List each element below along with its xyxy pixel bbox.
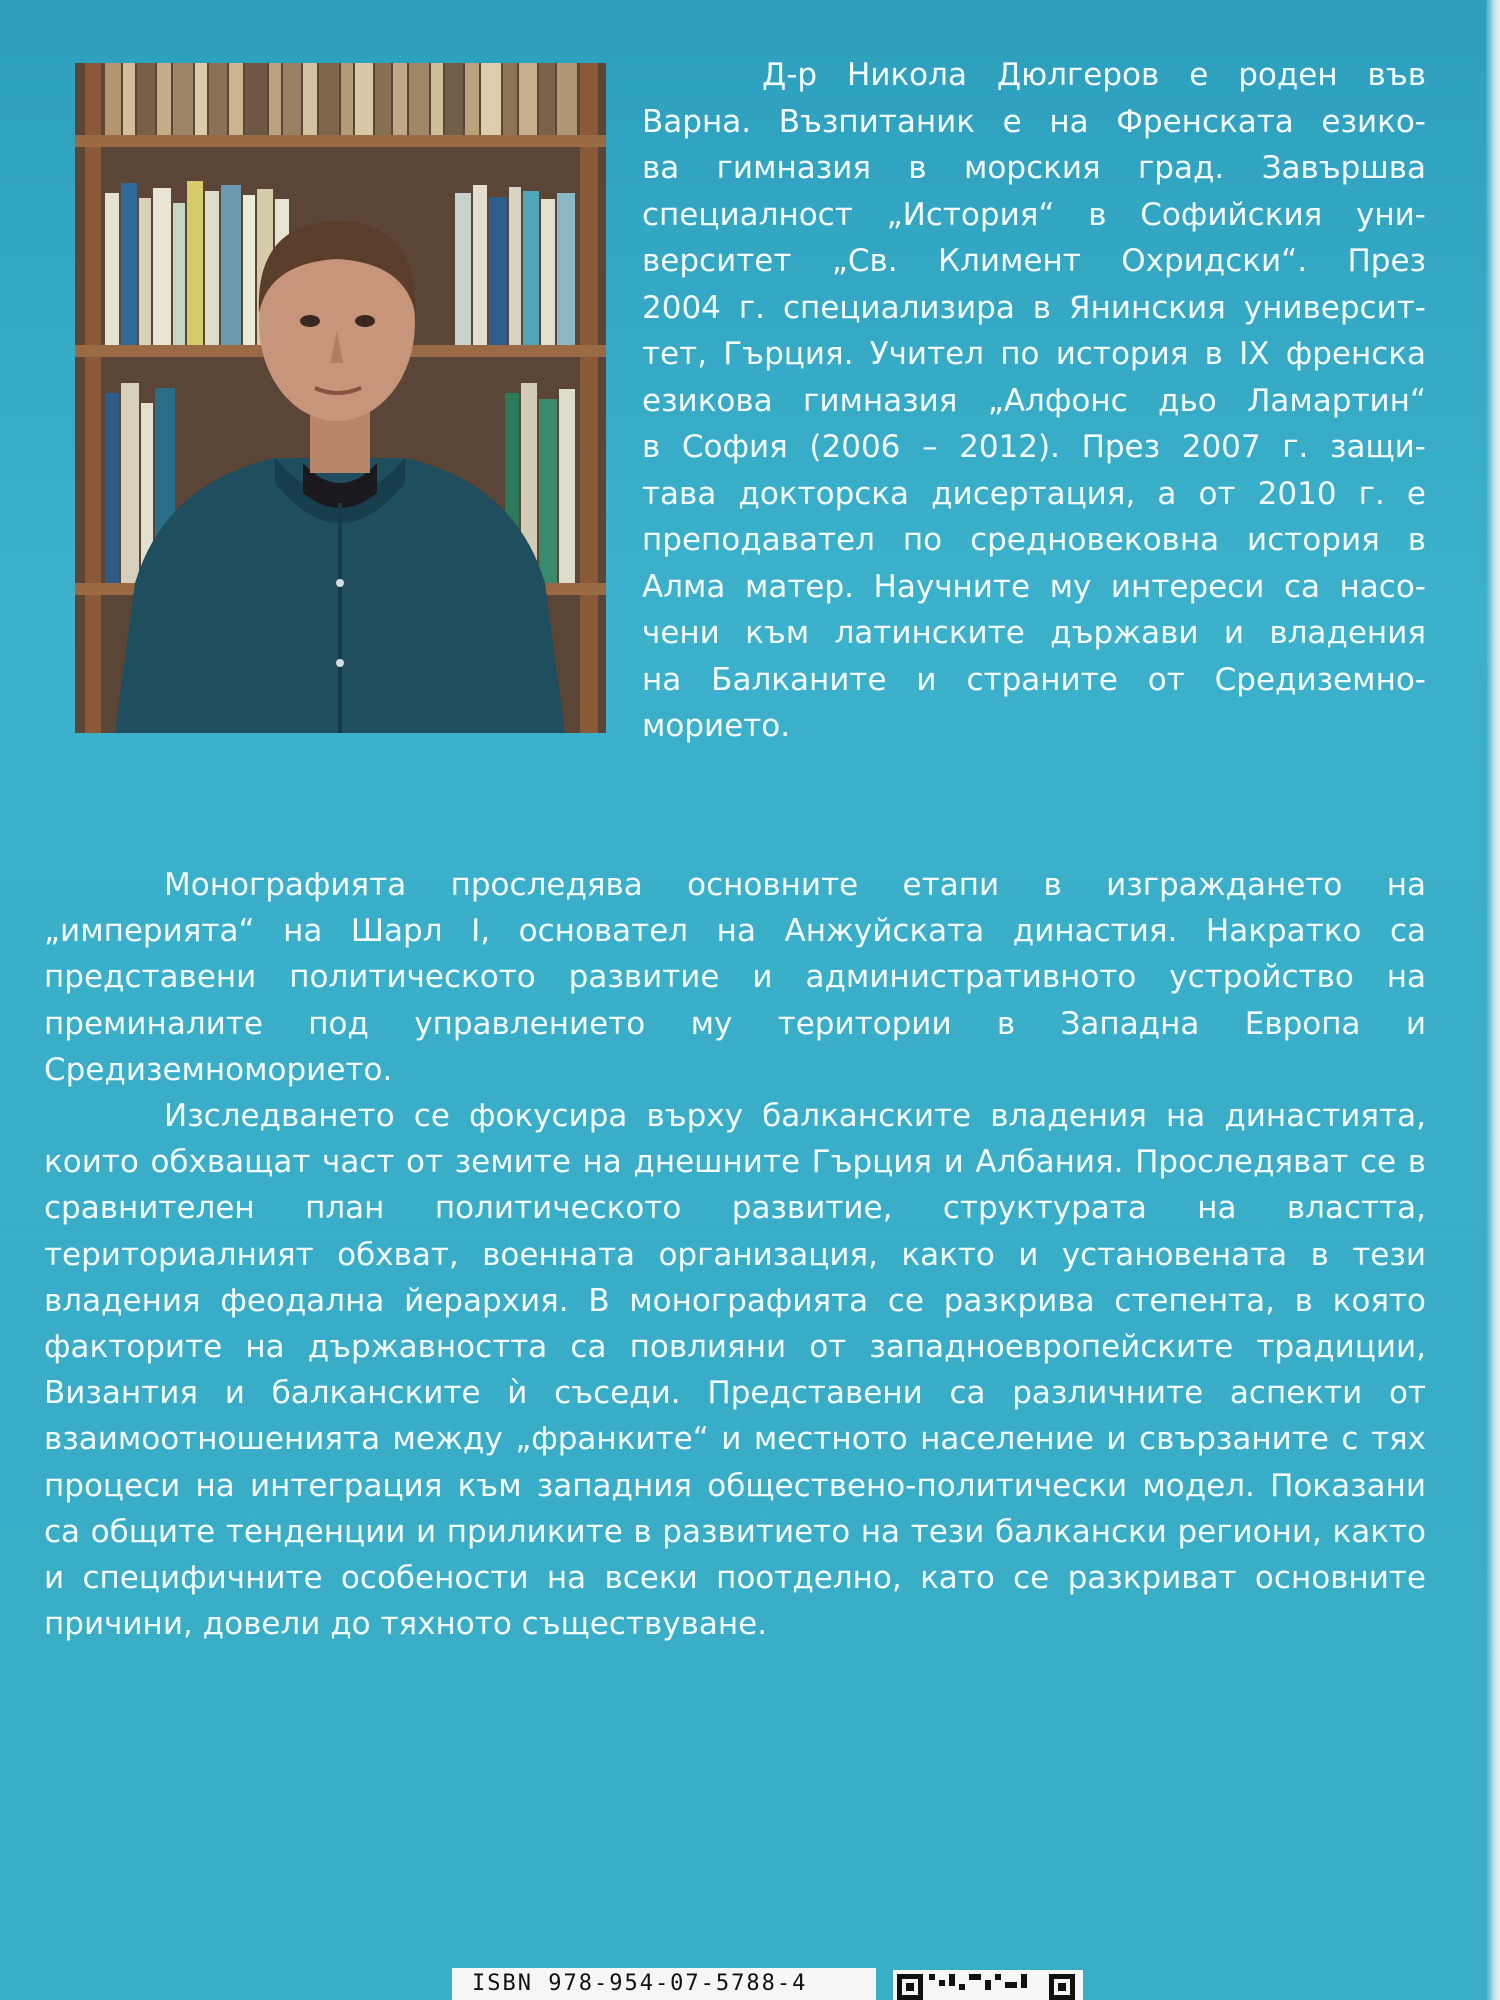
author-biography <box>642 52 1426 750</box>
bio-line: преподавател по средновековна история в <box>642 522 1426 558</box>
bio-line: верситет „Св. Климент Охридски“. През <box>642 243 1426 279</box>
cover-edge <box>1486 0 1500 2000</box>
bio-line: чени към латинските държави и владения <box>642 615 1426 651</box>
isbn-barcode <box>452 1968 876 2000</box>
isbn-text: ISBN 978-954-07-5788-4 <box>472 1971 808 1996</box>
bio-line: Алма матер. Научните му интереси са насо- <box>642 568 1426 605</box>
qr-code-icon <box>893 1970 1083 2000</box>
author-photo <box>75 63 606 733</box>
book-abstract <box>44 862 1426 1647</box>
bio-line: специалност „История“ в Софийския уни- <box>642 196 1426 233</box>
bio-line: в София (2006 – 2012). През 2007 г. защи- <box>642 429 1426 465</box>
qr-code <box>893 1970 1083 2000</box>
bio-line: морието. <box>642 708 791 744</box>
bio-line: 2004 г. специализира в Янинския университ- <box>642 289 1426 326</box>
bio-line: тет, Гърция. Учител по история в IX френска <box>642 336 1426 372</box>
abstract-paragraph-1: Монографията проследява основните етапи в изграждането на „империята“ на Шарл I, основател на Анжуйската династия. Накратко са представени политическото развитие и административното устройство на преминалите под управлението му територии в Западна Европа и Средиземноморието. <box>44 867 1426 1088</box>
bio-line: Д-р Никола Дюлгеров е роден във <box>762 57 1426 93</box>
bio-line: езикова гимназия „Алфонс дьо Ламартин“ <box>642 382 1426 419</box>
bio-line: на Балканите и страните от Средиземно- <box>642 661 1426 698</box>
bio-line: тава докторска дисертация, а от 2010 г. е <box>642 475 1426 512</box>
author-portrait-image <box>75 63 606 733</box>
bio-line: Варна. Възпитаник е на Френската езико- <box>642 103 1426 140</box>
abstract-paragraph-2: Изследването се фокусира върху балканските владения на династията, които обхващат част от земите на днешните Гърция и Албания. Проследяват се в сравнителен план политическото развитие, структурата на властта, териториалният обхват, военната организация, както и установената в тези владения феодална йерархия. В монографията се разкрива степента, в която факторите на държавността са повлияни от западноевропейските традиции, Византия и балканските ѝ съседи. Представени са различните аспекти от взаимоотношенията между „франките“ и местното население и свързаните с тях процеси на интеграция към западния обществено-политически модел. Показани са общите тенденции и приликите в развитието на тези балкански региони, както и специфичните особености на всеки поотделно, като се разкриват основните причини, довели до тяхното съществуване. <box>44 1098 1426 1643</box>
bio-line: ва гимназия в морския град. Завършва <box>642 150 1426 186</box>
